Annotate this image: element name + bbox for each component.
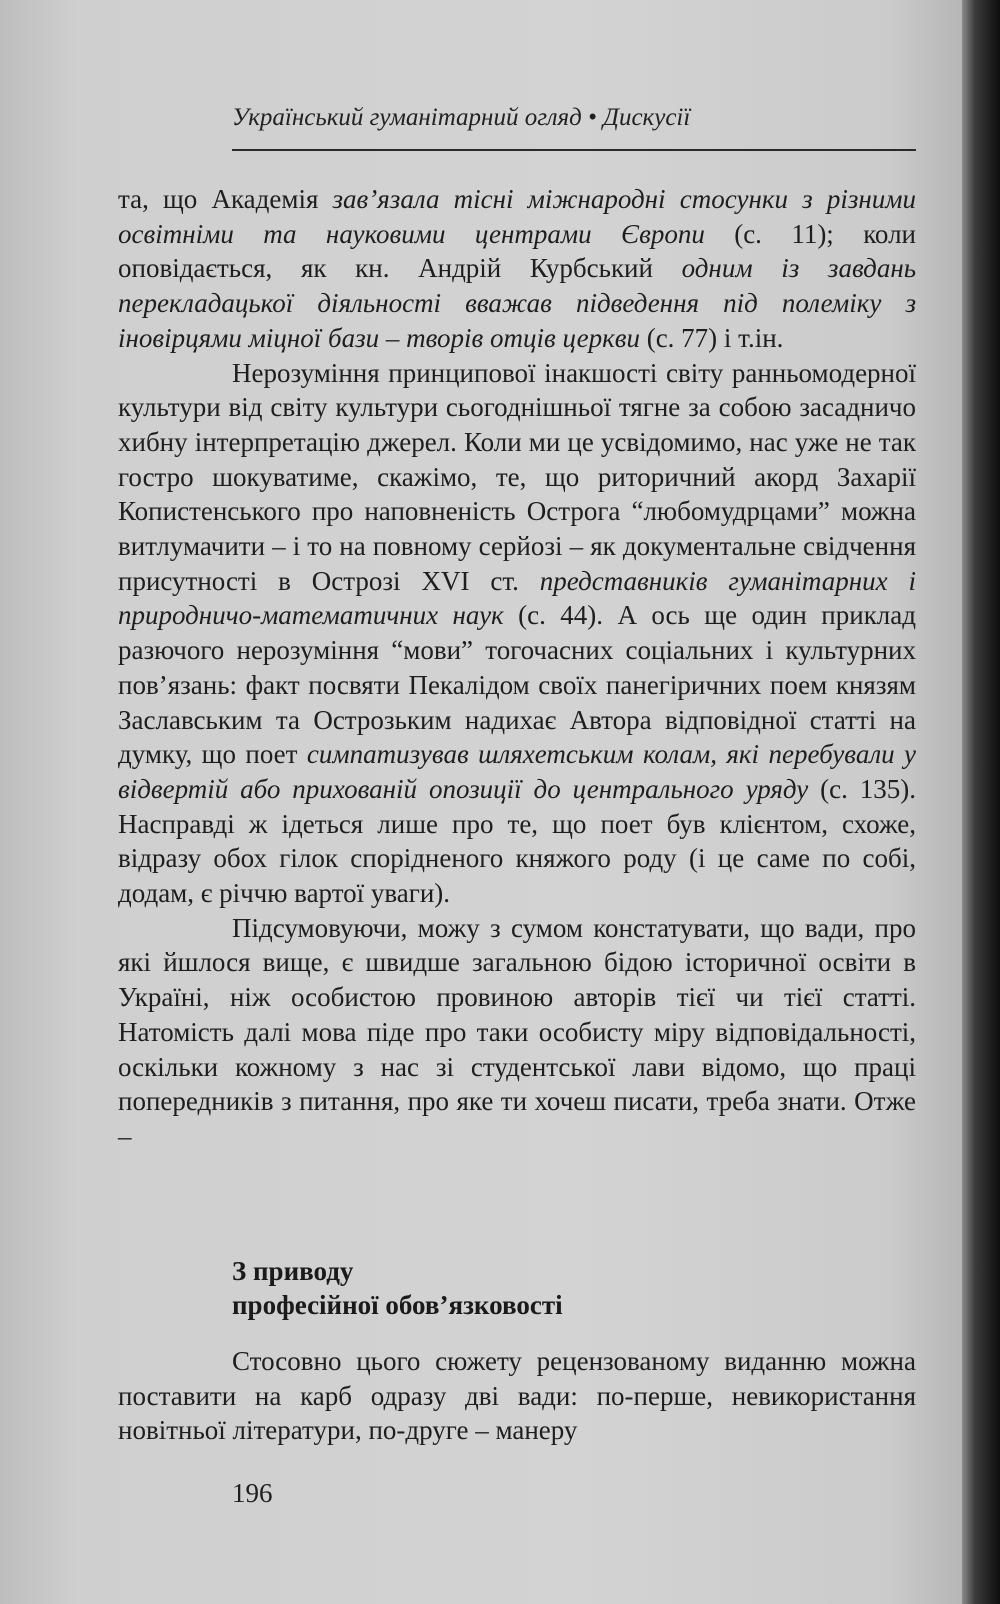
- text-run: (с. 11); коли оповідається, як кн. Андрій Курбський: [118, 218, 917, 284]
- text-run: Нерозуміння принципової інакшості світу ранньомодерної культури від світу культури сьогоднішньої тягне за собою засадничо хибну інтерпретацію джерел. Коли ми це усвідомимо, нас уже не так гостро шокуватиме, скажімо, те, що риторичний акорд Захарії Копистенського про наповненість Острога “любомудрцами” можна витлумачити – і то на повному серйозі – як документальне свідчення присутності в Острозі XVI ст.: [118, 357, 916, 596]
- book-spine-shadow: [962, 0, 1000, 1604]
- page-number: 196: [232, 1478, 273, 1508]
- italic-quote: представників гуманітарних і природничо-математичних наук: [118, 565, 916, 631]
- italic-quote: зав’язала тісні міжнародні стосунки з різними освітніми та науковими центрами Європи: [118, 184, 916, 249]
- header-rule: [232, 149, 916, 151]
- section-paragraph-1: Стосовно цього сюжету рецензованому виданню можна поставити на карб одразу дві вади: по-перше, невикористання новітньої літератури, по-друге – манеру: [118, 1346, 916, 1446]
- text-run: (с. 135). Насправді ж ідеться лише про те, що поет був клієнтом, схоже, відразу обох гілок спорідненого княжого роду (і це саме по собі, додам, є річчю вартої уваги).: [118, 773, 916, 909]
- section-heading-line-1: З приводу: [232, 1256, 354, 1286]
- section-heading-line-2: професійної обов’язковості: [232, 1290, 563, 1320]
- paragraph-3: Підсумовуючи, можу з сумом констатувати, що вади, про які йшлося вище, є швидше загальною бідою історичної освіти в Україні, ніж особистою провиною авторів тієї чи тієї статті. Натомість далі мова піде про таки особисту міру відповідальності, оскільки кожному з нас зі студентської лави відомо, що праці попередників з питання, про яке ти хочеш писати, треба знати. Отже –: [118, 912, 916, 1151]
- italic-quote: симпатизував шляхетським колам, які перебували у відвертій або прихованій опозиції до центрального уряду: [118, 739, 916, 804]
- running-header: Український гуманітарний огляд • Дискусії: [232, 104, 691, 131]
- body-text: [118, 182, 916, 1154]
- text-run: (с. 44). А ось ще один приклад разючого нерозуміння “мови” тогочасних соціальних і культурних пов’язань: факт посвяти Пекалідом своїх панегіричних поем князям Заславським та Острозьким надихає Автора відповідної статті на думку, що поет: [118, 600, 917, 770]
- paragraph-2: [118, 356, 916, 911]
- paragraph-1: [118, 182, 916, 356]
- section-body: [118, 1344, 916, 1448]
- text-run: та, що Академія: [118, 184, 333, 214]
- section-heading: [232, 1254, 916, 1322]
- italic-quote: одним із завдань перекладацької діяльності вважав підведення під полеміку з іновірцями міцної бази – творів отців церкви: [118, 253, 916, 353]
- text-run: (с. 77) і т.ін.: [639, 322, 784, 353]
